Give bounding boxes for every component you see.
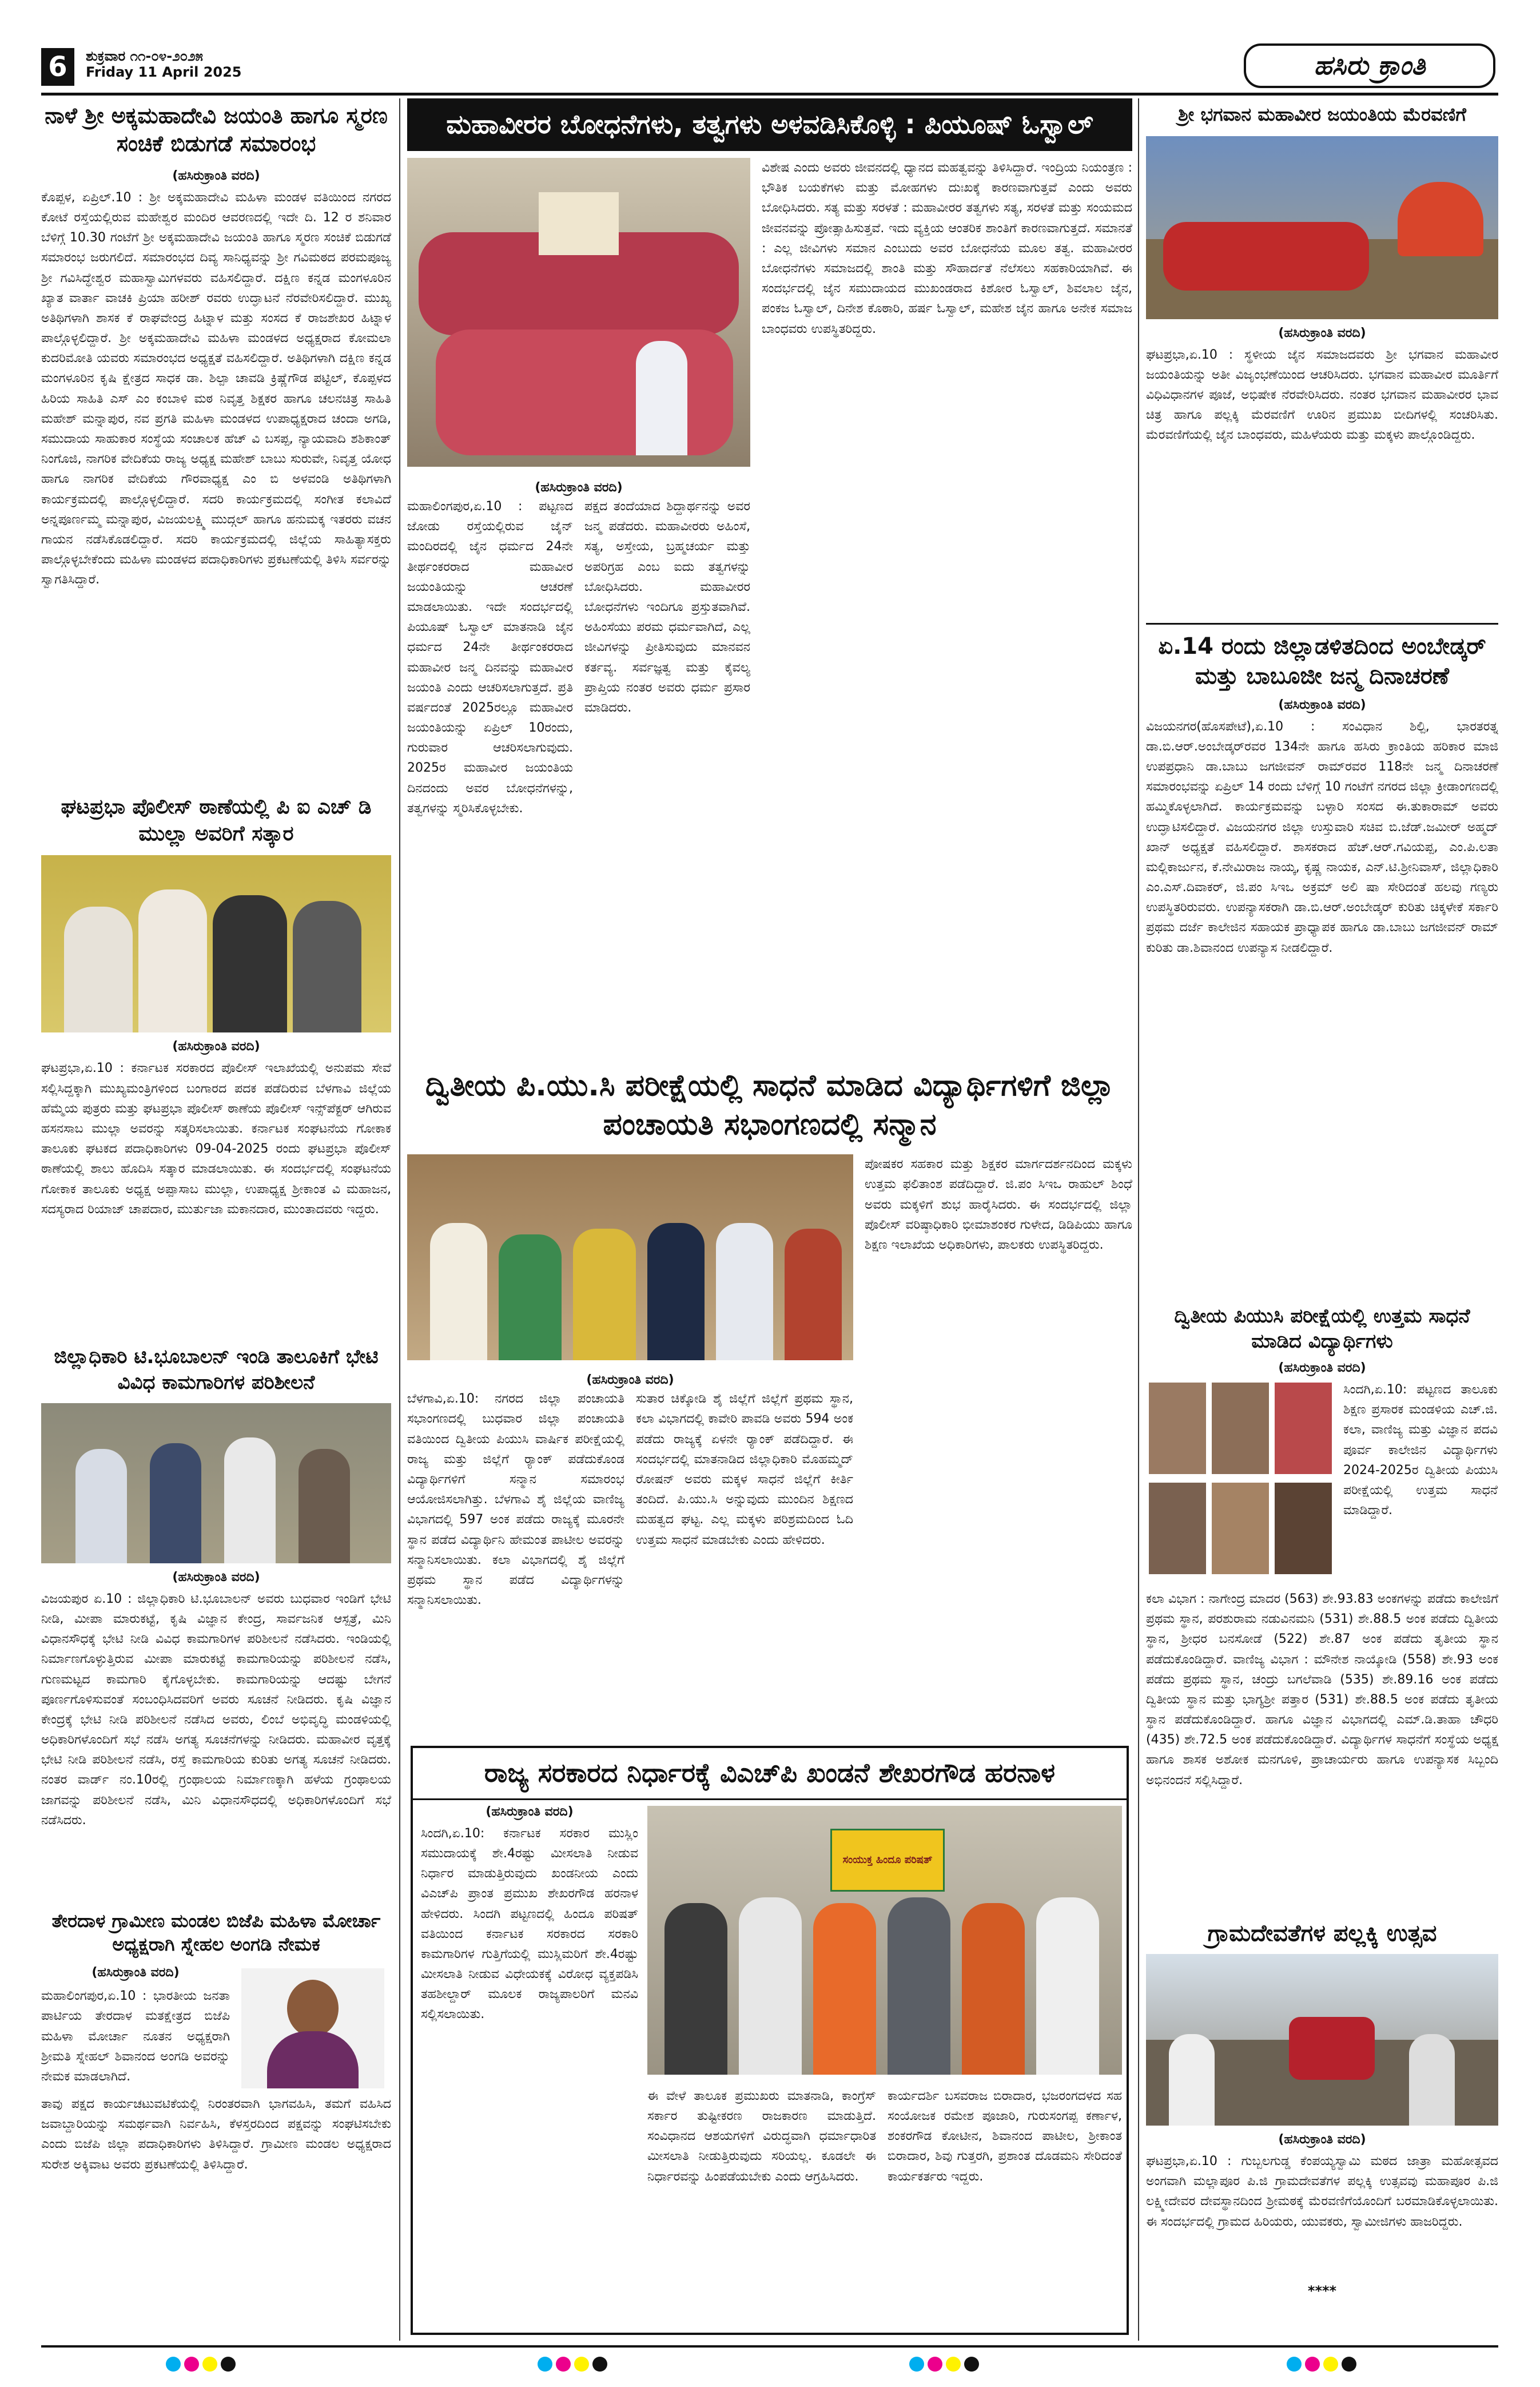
photo-palanquin xyxy=(1146,1954,1498,2126)
byline: (ಹಸಿರುಕ್ರಾಂತಿ ವರದಿ) xyxy=(1278,325,1366,340)
column-middle xyxy=(407,98,1132,2341)
article-mahaveera xyxy=(407,158,1132,1059)
column-left xyxy=(41,98,391,2341)
photo-inspection xyxy=(41,1403,391,1563)
article-vhp xyxy=(413,1800,1127,2315)
headline-palanquin-festival: ಗ್ರಾಮದೇವತೆಗಳ ಪಲ್ಲಕ್ಕಿ ಉತ್ಸವ xyxy=(1207,1920,1437,1947)
article-body: ಘಟಪ್ರಭಾ,ಏ.10 : ಗುಬ್ಬಲಗುಡ್ಡ ಕೆಂಪಯ್ಯಸ್ವಾಮಿ ಮಠದ ಜಾತ್ರಾ ಮಹೋತ್ಸವದ ಅಂಗವಾಗಿ ಮಲ್ಲಾಪೂರ ಪಿ.ಜಿ ಗ್ರಾಮದೇವತೆಗಳ ಪಲ್ಲಕ್ಕಿ ಉತ್ಸವವು ಮಹಾಪೂರ ಪಿ.ಜಿ ಲಕ್ಷ್ಮೀದೇವರ ದೇವಸ್ಥಾನದಿಂದ ಶ್ರೀಮಠಕ್ಕೆ ಮೆರವಣಿಗೆಯೊಂದಿಗೆ ಬರಮಾಡಿಕೊಳ್ಳಲಾಯಿತು. ಈ ಸಂದರ್ಭದಲ್ಲಿ ಗ್ರಾಮದ ಹಿರಿಯರು, ಯುವಕರು, ಸ್ವಾಮೀಜಿಗಳು ಹಾಜರಿದ್ದರು. xyxy=(1146,2154,1498,2229)
photo-vhp-memorandum xyxy=(647,1806,1122,2075)
registration-dots xyxy=(1287,2357,1356,2372)
article-body: ಘಟಪ್ರಭಾ,ಏ.10 : ಕರ್ನಾಟಕ ಸರಕಾರದ ಪೊಲೀಸ್ ಇಲಾಖೆಯಲ್ಲಿ ಅನುಪಮ ಸೇವೆ ಸಲ್ಲಿಸಿದ್ದಕ್ಕಾಗಿ ಮುಖ್ಯಮಂತ್ರಿಗಳಿಂದ ಬಂಗಾರದ ಪದಕ ಪಡೆದಿರುವ ಬೆಳಗಾವಿ ಜಿಲ್ಲೆಯ ಹೆಮ್ಮೆಯ ಪುತ್ರರು ಮತ್ತು ಘಟಪ್ರಭಾ ಪೊಲೀಸ್ ಠಾಣೆಯ ಪೊಲೀಸ್ ಇನ್ಸ್‌ಪೆಕ್ಟರ್ ಆಗಿರುವ ಹಸನಸಾಬ ಮುಲ್ಲಾ ಅವರನ್ನು ಸತ್ಕರಿಸಲಾಯಿತು. ಕರ್ನಾಟಕ ಸಂಘಟನೆಯ ಗೋಕಾಕ ತಾಲೂಕು ಘಟಕದ ಪದಾಧಿಕಾರಿಗಳು 09-04-2025 ರಂದು ಘಟಪ್ರಭಾ ಪೊಲೀಸ್ ಠಾಣೆಯಲ್ಲಿ ಶಾಲು ಹೊದಿಸಿ ಸತ್ಕಾರ ಮಾಡಲಾಯಿತು. ಈ ಸಂದರ್ಭದಲ್ಲಿ ಸಂಘಟನೆಯ ಗೋಕಾಕ ತಾಲೂಕು ಅಧ್ಯಕ್ಷ ಅಪ್ಪಾಸಾಬ ಮುಲ್ಲಾ, ಉಪಾಧ್ಯಕ್ಷ ಶ್ರೀಕಾಂತ ವಿ ಮಹಾಜನ, ಸದಸ್ಯರಾದ ರಿಯಾಜ್ ಚಾಪದಾರ, ಮುರ್ತುಜಾ ಮಕಾನದಾರ, ಮುಂತಾದವರು ಇದ್ದರು. xyxy=(41,1061,391,1217)
byline: (ಹಸಿರುಕ್ರಾಂತಿ ವರದಿ) xyxy=(1278,697,1366,712)
article-puc xyxy=(407,1154,1132,1738)
article-body: ಸಿಂದಗಿ,ಏ.10: ಕರ್ನಾಟಕ ಸರಕಾರ ಮುಸ್ಲಿಂ ಸಮುದಾಯಕ್ಕೆ ಶೇ.4ರಷ್ಟು ಮೀಸಲಾತಿ ನೀಡುವ ನಿರ್ಧಾರ ಮಾಡುತ್ತಿರುವುದು ಖಂಡನೀಯ ಎಂದು ವಿಎಚ್‌ಪಿ ಪ್ರಾಂತ ಪ್ರಮುಖ ಶೇಖರಗೌಡ ಹರನಾಳ ಹೇಳಿದರು. ಸಿಂದಗಿ ಪಟ್ಟಣದಲ್ಲಿ ಹಿಂದೂ ಪರಿಷತ್ ವತಿಯಿಂದ ಕರ್ನಾಟಕ ಸರಕಾರದ ಸರಕಾರಿ ಕಾಮಗಾರಿಗಳ ಗುತ್ತಿಗೆಯಲ್ಲಿ ಮುಸ್ಲಿಮರಿಗೆ ಶೇ.4ರಷ್ಟು ಮೀಸಲಾತಿ ನೀಡುವ ವಿಧೇಯಕಕ್ಕೆ ವಿರೋಧ ವ್ಯಕ್ತಪಡಿಸಿ ತಹಶೀಲ್ದಾರ್ ಮೂಲಕ ರಾಜ್ಯಪಾಲರಿಗೆ ಮನವಿ ಸಲ್ಲಿಸಲಾಯಿತು. xyxy=(421,1826,638,2022)
photo-felicitation xyxy=(41,855,391,1032)
byline: (ಹಸಿರುಕ್ರಾಂತಿ ವರದಿ) xyxy=(1278,2132,1366,2147)
page-number: 6 xyxy=(41,48,74,86)
newspaper-name: ಹಸಿರು ಕ್ರಾಂತಿ xyxy=(1244,43,1495,88)
article-body: ಸುತಾರ ಚಿಕ್ಕೋಡಿ ಶೈ ಜಿಲ್ಲೆಗೆ ಜಿಲ್ಲೆಗೆ ಪ್ರಥಮ ಸ್ಥಾನ, ಕಲಾ ವಿಭಾಗದಲ್ಲಿ ಕಾವೇರಿ ಪಾವಡಿ ಅವರು 594 ಅಂಕ ಪಡೆದು ರಾಜ್ಯಕ್ಕೆ ಏಳನೇ ರ್‍ಯಾಂಕ್ ಪಡೆದಿದ್ದಾರೆ. ಈ ಸಂದರ್ಭದಲ್ಲಿ ಮಾತನಾಡಿದ ಜಿಲ್ಲಾಧಿಕಾರಿ ಮೊಹಮ್ಮದ್ ರೋಷನ್ ಅವರು ಮಕ್ಕಳ ಸಾಧನೆ ಜಿಲ್ಲೆಗೆ ಕೀರ್ತಿ ತಂದಿದೆ. ಪಿ.ಯು.ಸಿ ಅನ್ನುವುದು ಮುಂದಿನ ಶಿಕ್ಷಣದ ಮಹತ್ವದ ಘಟ್ಟ. ಎಲ್ಲ ಮಕ್ಕಳು ಪರಿಶ್ರಮದಿಂದ ಓದಿ ಉತ್ತಮ ಸಾಧನೆ ಮಾಡಬೇಕು ಎಂದು ಹೇಳಿದರು. xyxy=(636,1392,853,1547)
registration-dots xyxy=(166,2357,236,2372)
photo-procession xyxy=(1146,136,1498,319)
headline-vhp: ರಾಜ್ಯ ಸರಕಾರದ ನಿರ್ಧಾರಕ್ಕೆ ವಿಎಚ್‌ಪಿ ಖಂಡನೆ ಶೇಖರಗೌಡ ಹರನಾಳ xyxy=(413,1748,1127,1800)
article-body: ಕೊಪ್ಪಳ, ಏಪ್ರಿಲ್.10 : ಶ್ರೀ ಅಕ್ಕಮಹಾದೇವಿ ಮಹಿಳಾ ಮಂಡಳ ವತಿಯಿಂದ ನಗರದ ಕೋಟೆ ರಸ್ತೆಯಲ್ಲಿರುವ ಮಹೇಶ್ವರ ಮಂದಿರ ಆವರಣದಲ್ಲಿ ಇದೇ ದಿ. 12 ರ ಶನಿವಾರ ಬೆಳಿಗ್ಗೆ 10.30 ಗಂಟೆಗೆ ಶ್ರೀ ಅಕ್ಕಮಹಾದೇವಿ ಜಯಂತಿ ಹಾಗೂ ಸ್ಮರಣ ಸಂಚಿಕೆ ಬಿಡುಗಡೆ ಸಮಾರಂಭ ಜರುಗಲಿದೆ. ಸಮಾರಂಭದ ದಿವ್ಯ ಸಾನಿಧ್ಯವನ್ನು ಶ್ರೀ ಗವಿಮಠದ ಪರಮಪೂಜ್ಯ ಶ್ರೀ ಗವಿಸಿದ್ಧೇಶ್ವರ ಮಹಾಸ್ವಾಮಿಗಳವರು ವಹಿಸಲಿದ್ದಾರೆ. ದಕ್ಷಿಣ ಕನ್ನಡ ಮಂಗಳೂರಿನ ಖ್ಯಾತ ವಾರ್ತಾ ವಾಚಕಿ ಪ್ರಿಯಾ ಹರೀಶ್ ರವರು ಉದ್ಘಾಟನೆ ನೆರವೇರಿಸಲಿದ್ದಾರೆ. ಮುಖ್ಯ ಅತಿಥಿಗಳಾಗಿ ಶಾಸಕ ಕೆ ರಾಘವೇಂದ್ರ ಹಿಟ್ನಾಳ ಮತ್ತು ಸಂಸದ ಕೆ ರಾಜಶೇಖರ ಹಿಟ್ನಾಳ ಪಾಲ್ಗೊಳ್ಳಲಿದ್ದಾರೆ. ಶ್ರೀ ಅಕ್ಕಮಹಾದೇವಿ ಮಹಿಳಾ ಮಂಡಳದ ಅಧ್ಯಕ್ಷರಾದ ಕೋಮಲಾ ಕುದರಿಮೋತಿ ಯವರು ಸಮಾರಂಭದ ಅಧ್ಯಕ್ಷತೆ ವಹಿಸಲಿದ್ದಾರೆ. ಅತಿಥಿಗಳಾಗಿ ದಕ್ಷಿಣ ಕನ್ನಡ ಮಂಗಳೂರಿನ ಕೃಷಿ ಕ್ಷೇತ್ರದ ಸಾಧಕ ಡಾ. ಶಿಲ್ಪಾ ಚಾವಡಿ ಕ್ರಿಷ್ಣೆಗೌಡ ಪಟ್ಟಿಲ್, ಕೊಪ್ಪಳದ ಹಿರಿಯ ಸಾಹಿತಿ ಎಸ್ ಎಂ ಕಂಬಾಳಿ ಮಠ ನಿವೃತ್ತ ಶಿಕ್ಷಕರ ಹಾಗೂ ಚಲನಚಿತ್ರ ಸಾಹಿತಿ ಮಹೇಶ್ ಮನ್ನಾಪುರ, ನವ ಪ್ರಗತಿ ಮಹಿಳಾ ಮಂಡಳದ ಉಪಾಧ್ಯಕ್ಷರಾದ ಚಂದಾ ಅಗಡಿ, ಸಮುದಾಯ ಸಾಹುಕಾರ ಸಂಸ್ಥೆಯ ಸಂಚಾಲಕ ಹೆಚ್ ವಿ ಬಸಪ್ಪ, ನ್ಯಾಯವಾದಿ ಶಶಿಕಾಂತ್ ನಿಂಗೊಜಿ, ನಾಗರಿಕ ವೇದಿಕೆಯ ರಾಜ್ಯ ಅಧ್ಯಕ್ಷ ಮಹೇಶ್ ಬಾಬು ಸುರುವೇ, ನಿವೃತ್ತ ಯೋಧ ಹಾಗೂ ನಾಗರಿಕ ವೇದಿಕೆಯ ಗೌರವಾಧ್ಯಕ್ಷ ಎಂ ಬಿ ಅಳವಂಡಿ ಅತಿಥಿಗಳಾಗಿ ಕಾರ್ಯಕ್ರಮದಲ್ಲಿ ಪಾಲ್ಗೊಳ್ಳಲಿದ್ದಾರೆ. ಸದರಿ ಕಾರ್ಯಕ್ರಮದಲ್ಲಿ ಸಂಗೀತ ಕಲಾವಿದೆ ಅನ್ನಪೂರ್ಣಮ್ಮ ಮನ್ನಾಪುರ, ವಿಜಯಲಕ್ಷ್ಮಿ ಮುದ್ಗಲ್ ಹಾಗೂ ಹನುಮಕ್ಕ ಇತರರು ವಚನ ಗಾಯನ ನಡೆಸಿಕೊಡಲಿದ್ದಾರೆ. ಸದರಿ ಕಾರ್ಯಕ್ರಮದಲ್ಲಿ ಜಿಲ್ಲೆಯ ಸಾಹಿತ್ಯಾಸಕ್ತರು ಪಾಲ್ಗೊಳ್ಳಬೇಕೆಂದು ಮಹಿಳಾ ಮಂಡಳದ ಪದಾಧಿಕಾರಿಗಳು ಪ್ರಕಟಣೆಯಲ್ಲಿ ತಿಳಿಸಿ ಸರ್ವರನ್ನು ಸ್ವಾಗತಿಸಿದ್ದಾರೆ. xyxy=(41,190,391,587)
photo-puc-students xyxy=(407,1154,853,1360)
headline-puc-toppers: ದ್ವಿತೀಯ ಪಿಯುಸಿ ಪರೀಕ್ಷೆಯಲ್ಲಿ ಉತ್ತಮ ಸಾಧನೆ ಮಾಡಿದ ವಿದ್ಯಾರ್ಥಿಗಳು xyxy=(1174,1304,1470,1353)
article-body: ಕಾರ್ಯದರ್ಶಿ ಬಸವರಾಜ ಬಿರಾದಾರ, ಭಜರಂಗದಳದ ಸಹ ಸಂಯೋಜಕ ರಮೇಶ ಪೂಜಾರಿ, ಗುರುಸಂಗಪ್ಪ ಕರ್ಣಾಳ, ಶಂಕರಗೌಡ ಕೋಟೀನ, ಶಿವಾನಂದ ಪಾಟೀಲ, ಶ್ರೀಕಾಂತ ಬಿರಾದಾರ, ಶಿವು ಗುತ್ತರಗಿ, ಪ್ರಶಾಂತ ದೊಡಮನಿ ಸೇರಿದಂತೆ ಕಾರ್ಯಕರ್ತರು ಇದ್ದರು. xyxy=(888,2088,1122,2184)
article-body: ಮಹಾಲಿಂಗಪುರ,ಏ.10 : ಪಟ್ಟಣದ ಜೋಡು ರಸ್ತೆಯಲ್ಲಿರುವ ಜೈನ್ ಮಂದಿರದಲ್ಲಿ ಜೈನ ಧರ್ಮದ 24ನೇ ತೀರ್ಥಂಕರರಾದ ಮಹಾವೀರ ಜಯಂತಿಯನ್ನು ಆಚರಣೆ ಮಾಡಲಾಯಿತು. ಇದೇ ಸಂದರ್ಭದಲ್ಲಿ ಪಿಯೂಷ್ ಓಸ್ವಾಲ್ ಮಾತನಾಡಿ ಜೈನ ಧರ್ಮದ 24ನೇ ತೀರ್ಥಂಕರರಾದ ಮಹಾವೀರ ಜನ್ಮ ದಿನವನ್ನು ಮಹಾವೀರ ಜಯಂತಿ ಎಂದು ಆಚರಿಸಲಾಗುತ್ತದೆ. ಪ್ರತಿ ವರ್ಷದಂತೆ 2025ರಲ್ಲೂ ಮಹಾವೀರ ಜಯಂತಿಯನ್ನು ಏಪ್ರಿಲ್ 10ರಂದು, ಗುರುವಾರ ಆಚರಿಸಲಾಗುವುದು. 2025ರ ಮಹಾವೀರ ಜಯಂತಿಯ ದಿನದಂದು ಅವರ ಬೋಧನೆಗಳನ್ನು, ತತ್ವಗಳನ್ನು ಸ್ಮರಿಸಿಕೊಳ್ಳಬೇಕು. xyxy=(407,499,573,816)
article-body: ವಿಶೇಷ ಎಂದು ಅವರು ಜೀವನದಲ್ಲಿ ಧ್ಯಾನದ ಮಹತ್ವವನ್ನು ತಿಳಿಸಿದ್ದಾರೆ. ಇಂದ್ರಿಯ ನಿಯಂತ್ರಣ : ಭೌತಿಕ ಬಯಕೆಗಳು ಮತ್ತು ಮೋಹಗಳು ದುಃಖಕ್ಕೆ ಕಾರಣವಾಗುತ್ತವೆ ಎಂದು ಅವರು ಬೋಧಿಸಿದರು. ಸತ್ಯ ಮತ್ತು ಸರಳತೆ : ಮಹಾವೀರರ ತತ್ವಗಳು ಸತ್ಯ, ಸರಳತೆ ಮತ್ತು ಸಂಯಮದ ಜೀವನವನ್ನು ಪ್ರೋತ್ಸಾಹಿಸುತ್ತವೆ. ಇದು ವ್ಯಕ್ತಿಯ ಆಂತರಿಕ ಶಾಂತಿಗೆ ಕಾರಣವಾಗುತ್ತದೆ. ಸಮಾನತೆ : ಎಲ್ಲ ಜೀವಿಗಳು ಸಮಾನ ಎಂಬುದು ಅವರ ಬೋಧನೆಯ ಮೂಲ ತತ್ವ. ಮಹಾವೀರರ ಬೋಧನೆಗಳು ಸಮಾಜದಲ್ಲಿ ಶಾಂತಿ ಮತ್ತು ಸೌಹಾರ್ದತೆ ನೆಲೆಸಲು ಸಹಕಾರಿಯಾಗಿವೆ. ಈ ಸಂದರ್ಭದಲ್ಲಿ ಜೈನ ಸಮುದಾಯದ ಮುಖಂಡರಾದ ಕಿಶೋರ ಓಸ್ವಾಲ್, ಶಿವಲಾಲ ಜೈನ, ಪಂಕಜ ಓಸ್ವಾಲ್, ದಿನೇಶ ಕೊಠಾರಿ, ಹರ್ಷ ಓಸ್ವಾಲ್, ಮಹೇಶ ಜೈನ ಹಾಗೂ ಅನೇಕ ಸಮಾಜ ಬಾಂಧವರು ಉಪಸ್ಥಿತರಿದ್ದರು. xyxy=(762,161,1132,336)
article-body: ವಿಜಯಪುರ ಏ.10 : ಜಿಲ್ಲಾಧಿಕಾರಿ ಟಿ.ಭೂಬಾಲನ್ ಅವರು ಬುಧವಾರ ಇಂಡಿಗೆ ಭೇಟಿ ನೀಡಿ, ಮೀಪಾ ಮಾರುಕಟ್ಟೆ, ಕೃಷಿ ವಿಜ್ಞಾನ ಕೇಂದ್ರ, ಸಾರ್ವಜನಿಕ ಆಸ್ಪತ್ರೆ, ಮಿನಿ ವಿಧಾನಸೌಧಕ್ಕೆ ಭೇಟಿ ನೀಡಿ ವಿವಿಧ ಕಾಮಗಾರಿಗಳ ಪರಿಶೀಲನೆ ನಡೆಸಿದರು. ಇಂಡಿಯಲ್ಲಿ ನಿರ್ಮಾಣಗೊಳ್ಳುತ್ತಿರುವ ಮೀಪಾ ಮಾರುಕಟ್ಟೆ ಕಾಮಗಾರಿಯನ್ನು ಪರಿಶೀಲನೆ ನಡೆಸಿ, ಗುಣಮಟ್ಟದ ಕಾಮಗಾರಿ ಕೈಗೊಳ್ಳಬೇಕು. ಕಾಮಗಾರಿಯನ್ನು ಆದಷ್ಟು ಬೇಗನೆ ಪೂರ್ಣಗೊಳಿಸುವಂತೆ ಸಂಬಂಧಿಸಿದವರಿಗೆ ಅವರು ಸೂಚನೆ ನೀಡಿದರು. ಕೃಷಿ ವಿಜ್ಞಾನ ಕೇಂದ್ರಕ್ಕೆ ಭೇಟಿ ನೀಡಿ ಪರಿಶೀಲನೆ ನಡೆಸಿದ ಅವರು, ಲಿಂಬೆ ಅಭಿವೃದ್ಧಿ ಮಂಡಳಿಯಲ್ಲಿ ಅಧಿಕಾರಿಗಳೊಂದಿಗೆ ಸಭೆ ನಡೆಸಿ ಅಗತ್ಯ ಸೂಚನೆಗಳನ್ನು ನೀಡಿದರು. ಮಹಾವೀರ ವೃತ್ತಕ್ಕೆ ಭೇಟಿ ನೀಡಿ ಪರಿಶೀಲನೆ ನಡೆಸಿ, ರಸ್ತೆ ಕಾಮಗಾರಿಯ ಕುರಿತು ಅಗತ್ಯ ಸೂಚನೆ ನೀಡಿದರು. ನಂತರ ವಾರ್ಡ್ ನಂ.10ರಲ್ಲಿ ಗ್ರಂಥಾಲಯ ನಿರ್ಮಾಣಕ್ಕಾಗಿ ಹಳೆಯ ಗ್ರಂಥಾಲಯ ಜಾಗವನ್ನು ಪರಿಶೀಲನೆ ನಡೆಸಿ, ಮಿನಿ ವಿಧಾನಸೌಧದಲ್ಲಿ ಅಧಿಕಾರಿಗಳೊಂದಿಗೆ ಸಭೆ ನಡೆಸಿದರು. xyxy=(41,1591,391,1828)
article-body: ತಾವು ಪಕ್ಷದ ಕಾರ್ಯಚಟುವಟಿಕೆಯಲ್ಲಿ ನಿರಂತರವಾಗಿ ಭಾಗವಹಿಸಿ, ತಮಗೆ ವಹಿಸಿದ ಜವಾಬ್ದಾರಿಯನ್ನು ಸಮರ್ಥವಾಗಿ ನಿರ್ವಹಿಸಿ, ಕೆಳಸ್ತರದಿಂದ ಪಕ್ಷವನ್ನು ಸಂಘಟಿಸಬೇಕು ಎಂದು ಬಿಜೆಪಿ ಜಿಲ್ಲಾ ಪದಾಧಿಕಾರಿಗಳು ತಿಳಿಸಿದ್ದಾರೆ. ಗ್ರಾಮೀಣ ಮಂಡಲ ಅಧ್ಯಕ್ಷರಾದ ಸುರೇಶ ಅಕ್ಕಿವಾಟ ಅವರು ಪ್ರಕಟಣೆಯಲ್ಲಿ ತಿಳಿಸಿದ್ದಾರೆ. xyxy=(41,2096,391,2172)
headline-ambedkar-jayanti: ಏ.14 ರಂದು ಜಿಲ್ಲಾಡಳಿತದಿಂದ ಅಂಬೇಡ್ಕರ್ ಮತ್ತು ಬಾಬೂಜೀ ಜನ್ಮ ದಿನಾಚರಣೆ xyxy=(1146,623,1498,691)
headline-mahaveera: ಮಹಾವೀರರ ಬೋಧನೆಗಳು, ತತ್ವಗಳು ಅಳವಡಿಸಿಕೊಳ್ಳಿ : ಪಿಯೂಷ್ ಓಸ್ವಾಲ್ xyxy=(407,98,1132,151)
byline: (ಹಸಿರುಕ್ರಾಂತಿ ವರದಿ) xyxy=(586,1373,674,1388)
banner-sign: ಸಂಯುಕ್ತ ಹಿಂದೂ ಪರಿಷತ್ xyxy=(830,1829,945,1892)
headline-akkamahadevi: ನಾಳೆ ಶ್ರೀ ಅಕ್ಕಮಹಾದೇವಿ ಜಯಂತಿ ಹಾಗೂ ಸ್ಮರಣ ಸಂಚಿಕೆ ಬಿಡುಗಡೆ ಸಮಾರಂಭ xyxy=(45,103,388,157)
column-rule xyxy=(399,98,400,2341)
vhp-article-frame xyxy=(411,1746,1129,2335)
byline: (ಹಸಿರುಕ್ರಾಂತಿ ವರದಿ) xyxy=(1278,1360,1366,1375)
column-rule xyxy=(1138,98,1139,2341)
article-body: ಪೋಷಕರ ಸಹಕಾರ ಮತ್ತು ಶಿಕ್ಷಕರ ಮಾರ್ಗದರ್ಶನದಿಂದ ಮಕ್ಕಳು ಉತ್ತಮ ಫಲಿತಾಂಶ ಪಡೆದಿದ್ದಾರೆ. ಜಿ.ಪಂ ಸಿಇಒ ರಾಹುಲ್ ಶಿಂಧೆ ಅವರು ಮಕ್ಕಳಿಗೆ ಶುಭ ಹಾರೈಸಿದರು. ಈ ಸಂದರ್ಭದಲ್ಲಿ ಜಿಲ್ಲಾ ಪೊಲೀಸ್ ವರಿಷ್ಠಾಧಿಕಾರಿ ಭೀಮಾಶಂಕರ ಗುಳೇದ, ಡಿಡಿಪಿಯು ಹಾಗೂ ಶಿಕ್ಷಣ ಇಲಾಖೆಯ ಅಧಿಕಾರಿಗಳು, ಪಾಲಕರು ಉಪಸ್ಥಿತರಿದ್ದರು. xyxy=(865,1157,1132,1252)
column-right xyxy=(1146,98,1498,2341)
article-body: ಸಿಂದಗಿ,ಏ.10: ಪಟ್ಟಣದ ತಾಲೂಕು ಶಿಕ್ಷಣ ಪ್ರಸಾರಕ ಮಂಡಳಿಯ ಎಚ್.ಜಿ. ಕಲಾ, ವಾಣಿಜ್ಯ ಮತ್ತು ವಿಜ್ಞಾನ ಪದವಿ ಪೂರ್ವ ಕಾಲೇಜಿನ ವಿದ್ಯಾರ್ಥಿಗಳು 2024-2025ರ ದ್ವಿತೀಯ ಪಿಯುಸಿ ಪರೀಕ್ಷೆಯಲ್ಲಿ ಉತ್ತಮ ಸಾಧನೆ ಮಾಡಿದ್ದಾರೆ. xyxy=(1343,1382,1498,1518)
registration-dots xyxy=(909,2357,979,2372)
byline: (ಹಸಿರುಕ್ರಾಂತಿ ವರದಿ) xyxy=(535,480,623,495)
byline: (ಹಸಿರುಕ್ರಾಂತಿ ವರದಿ) xyxy=(91,1965,180,1980)
masthead-rule xyxy=(41,93,1498,96)
article-body: ಪಕ್ಷದ ತಂದೆಯಾದ ಶಿದ್ದಾರ್ಥನನ್ನು ಅವರ ಜನ್ಮ ಪಡೆದರು. ಮಹಾವೀರರು ಅಹಿಂಸೆ, ಸತ್ಯ, ಅಸ್ತೇಯ, ಬ್ರಹ್ಮಚರ್ಯ ಮತ್ತು ಅಪರಿಗ್ರಹ ಎಂಬ ಐದು ತತ್ವಗಳನ್ನು ಬೋಧಿಸಿದರು. ಮಹಾವೀರರ ಬೋಧನೆಗಳು ಇಂದಿಗೂ ಪ್ರಸ್ತುತವಾಗಿವೆ. ಅಹಿಂಸೆಯು ಪರಮ ಧರ್ಮವಾಗಿದೆ, ಎಲ್ಲ ಜೀವಿಗಳನ್ನು ಪ್ರೀತಿಸುವುದು ಮಾನವನ ಕರ್ತವ್ಯ. ಸರ್ವಜ್ಞತ್ವ ಮತ್ತು ಕೈವಲ್ಯ ಪ್ರಾಪ್ತಿಯ ನಂತರ ಅವರು ಧರ್ಮ ಪ್ರಸಾರ ಮಾಡಿದರು. xyxy=(584,499,750,715)
registration-dots xyxy=(538,2357,607,2372)
byline: (ಹಸಿರುಕ್ರಾಂತಿ ವರದಿ) xyxy=(172,1570,260,1584)
article-body: ಬೆಳಗಾವಿ,ಏ.10: ನಗರದ ಜಿಲ್ಲಾ ಪಂಚಾಯತಿ ಸಭಾಂಗಣದಲ್ಲಿ ಬುಧವಾರ ಜಿಲ್ಲಾ ಪಂಚಾಯತಿ ವತಿಯಿಂದ ದ್ವಿತೀಯ ಪಿಯುಸಿ ವಾರ್ಷಿಕ ಪರೀಕ್ಷೆಯಲ್ಲಿ ರಾಜ್ಯ ಮತ್ತು ಜಿಲ್ಲೆಗೆ ರ್‍ಯಾಂಕ್ ಪಡೆದುಕೊಂಡ ವಿದ್ಯಾರ್ಥಿಗಳಿಗೆ ಸನ್ಮಾನ ಸಮಾರಂಭ ಆಯೋಜಿಸಲಾಗಿತ್ತು. ಬೆಳಗಾವಿ ಶೈ ಜಿಲ್ಲೆಯ ವಾಣಿಜ್ಯ ವಿಭಾಗದಲ್ಲಿ 597 ಅಂಕ ಪಡೆದು ರಾಜ್ಯಕ್ಕೆ ಮೂರನೇ ಸ್ಥಾನ ಪಡೆದ ವಿದ್ಯಾರ್ಥಿನಿ ಹೇಮಂತ ಪಾಟೀಲ ಅವರನ್ನು ಸನ್ಮಾನಿಸಲಾಯಿತು. ಕಲಾ ವಿಭಾಗದಲ್ಲಿ ಶೈ ಜಿಲ್ಲೆಗೆ ಪ್ರಥಮ ಸ್ಥಾನ ಪಡೆದ ವಿದ್ಯಾರ್ಥಿಗಳನ್ನು ಸನ್ಮಾನಿಸಲಾಯಿತು. xyxy=(407,1392,624,1608)
article-body: ಮಹಾಲಿಂಗಪುರ,ಏ.10 : ಭಾರತೀಯ ಜನತಾ ಪಾರ್ಟಿಯ ತೇರದಾಳ ಮತಕ್ಷೇತ್ರದ ಬಿಜೆಪಿ ಮಹಿಳಾ ಮೋರ್ಚಾ ನೂತನ ಅಧ್ಯಕ್ಷರಾಗಿ ಶ್ರೀಮತಿ ಸ್ನೇಹಲ್ ಶಿವಾನಂದ ಅಂಗಡಿ ಅವರನ್ನು ನೇಮಕ ಮಾಡಲಾಗಿದೆ. xyxy=(41,1989,230,2084)
article-body: ವಿಜಯನಗರ(ಹೊಸಪೇಟೆ),ಏ.10 : ಸಂವಿಧಾನ ಶಿಲ್ಪಿ, ಭಾರತರತ್ನ ಡಾ.ಬಿ.ಆರ್.ಅಂಬೇಡ್ಕರ್‌ರವರ 134ನೇ ಹಾಗೂ ಹಸಿರು ಕ್ರಾಂತಿಯ ಹರಿಕಾರ ಮಾಜಿ ಉಪಪ್ರಧಾನಿ ಡಾ.ಬಾಬು ಜಗಜೀವನ್ ರಾಮ್‌ರವರ 118ನೇ ಜನ್ಮ ದಿನಾಚರಣೆ ಸಮಾರಂಭವನ್ನು ಏಪ್ರಿಲ್ 14 ರಂದು ಬೆಳಿಗ್ಗೆ 10 ಗಂಟೆಗೆ ನಗರದ ಜಿಲ್ಲಾ ಕ್ರೀಡಾಂಗಣದಲ್ಲಿ ಹಮ್ಮಿಕೊಳ್ಳಲಾಗಿದೆ. ಕಾರ್ಯಕ್ರಮವನ್ನು ಬಳ್ಳಾರಿ ಸಂಸದ ಈ.ತುಕಾರಾಮ್ ಅವರು ಉದ್ಘಾಟಿಸಲಿದ್ದಾರೆ. ವಿಜಯನಗರ ಜಿಲ್ಲಾ ಉಸ್ತುವಾರಿ ಸಚಿವ ಬಿ.ಜೆಡ್.ಜಮೀರ್ ಅಹ್ಮದ್ ಖಾನ್ ಅಧ್ಯಕ್ಷತೆ ವಹಿಸಲಿದ್ದಾರೆ. ಶಾಸಕರಾದ ಹೆಚ್.ಆರ್.ಗವಿಯಪ್ಪ, ಎಂ.ಪಿ.ಲತಾ ಮಲ್ಲಿಕಾರ್ಜುನ, ಕೆ.ನೇಮಿರಾಜ ನಾಯ್ಕ, ಕೃಷ್ಣ ನಾಯಕ, ಎನ್.ಟಿ.ಶ್ರೀನಿವಾಸ್, ಜಿಲ್ಲಾಧಿಕಾರಿ ಎಂ.ಎಸ್.ದಿವಾಕರ್, ಜಿ.ಪಂ ಸಿಇಒ ಅಕ್ರಮ್ ಅಲಿ ಷಾ ಸೇರಿದಂತೆ ಹಲವು ಗಣ್ಯರು ಉಪಸ್ಥಿತರಿರುವರು. ಉಪನ್ಯಾಸಕರಾಗಿ ಡಾ.ಬಿ.ಆರ್.ಅಂಬೇಡ್ಕರ್ ಕುರಿತು ಚಿಕ್ಕಳೇಕೆ ಸರ್ಕಾರಿ ಪ್ರಥಮ ದರ್ಜೆ ಕಾಲೇಜಿನ ಸಹಾಯಕ ಪ್ರಾಧ್ಯಾಪಕ ಹಾಗೂ ಡಾ.ಬಾಬು ಜಗಜೀವನ್ ರಾಮ್ ಕುರಿತು ಡಾ.ಶಿವಾನಂದ ಉಪನ್ಯಾಸ ನೀಡಲಿದ್ದಾರೆ. xyxy=(1146,719,1498,955)
article-body: ಈ ವೇಳೆ ತಾಲೂಕ ಪ್ರಮುಖರು ಮಾತನಾಡಿ, ಕಾಂಗ್ರೆಸ್ ಸರ್ಕಾರ ತುಷ್ಟೀಕರಣ ರಾಜಕಾರಣ ಮಾಡುತ್ತಿದೆ. ಸಂವಿಧಾನದ ಆಶಯಗಳಿಗೆ ವಿರುದ್ಧವಾಗಿ ಧರ್ಮಾಧಾರಿತ ಮೀಸಲಾತಿ ನೀಡುತ್ತಿರುವುದು ಸರಿಯಲ್ಲ. ಕೂಡಲೇ ಈ ನಿರ್ಧಾರವನ್ನು ಹಿಂಪಡೆಯಬೇಕು ಎಂದು ಆಗ್ರಹಿಸಿದರು. xyxy=(647,2088,876,2184)
byline: (ಹಸಿರುಕ್ರಾಂತಿ ವರದಿ) xyxy=(172,1039,260,1054)
byline: (ಹಸಿರುಕ್ರಾಂತಿ ವರದಿ) xyxy=(172,168,260,183)
bjp-article-top xyxy=(41,1963,391,2094)
headline-bjp-mahila: ತೇರದಾಳ ಗ್ರಾಮೀಣ ಮಂಡಲ ಬಿಜೆಪಿ ಮಹಿಳಾ ಮೋರ್ಚಾ ಅಧ್ಯಕ್ಷರಾಗಿ ಸ್ನೇಹಲ ಅಂಗಡಿ ನೇಮಕ xyxy=(51,1909,381,1956)
article-body: ಕಲಾ ವಿಭಾಗ : ನಾಗೇಂದ್ರ ಮಾದರ (563) ಶೇ.93.83 ಅಂಕಗಳನ್ನು ಪಡೆದು ಕಾಲೇಜಿಗೆ ಪ್ರಥಮ ಸ್ಥಾನ, ಪರಶುರಾಮ ನಡುವಿನಮನಿ (531) ಶೇ.88.5 ಅಂಕ ಪಡೆದು ದ್ವಿತೀಯ ಸ್ಥಾನ, ಶ್ರೀಧರ ಬನಸೋಡೆ (522) ಶೇ.87 ಅಂಕ ಪಡೆದು ತೃತೀಯ ಸ್ಥಾನ ಪಡೆದುಕೊಂಡಿದ್ದಾರೆ. ವಾಣಿಜ್ಯ ವಿಭಾಗ : ಮೌನೇಶ ನಾಯ್ಕೋಡಿ (558) ಶೇ.93 ಅಂಕ ಪಡೆದು ಪ್ರಥಮ ಸ್ಥಾನ, ಚಂದ್ರು ಬಗಲೆವಾಡಿ (535) ಶೇ.89.16 ಅಂಕ ಪಡೆದು ದ್ವಿತೀಯ ಸ್ಥಾನ ಮತ್ತು ಭಾಗ್ಯಶ್ರೀ ಪತ್ತಾರ (531) ಶೇ.88.5 ಅಂಕ ಪಡೆದು ತೃತೀಯ ಸ್ಥಾನ ಪಡೆದುಕೊಂಡಿದ್ದಾರೆ. ಹಾಗೂ ವಿಜ್ಞಾನ ವಿಭಾಗದಲ್ಲಿ ಎಮ್.ಡಿ.ತಾಹಾ ಚೌಧರಿ (435) ಶೇ.72.5 ಅಂಕ ಪಡೆದುಕೊಂಡಿದ್ದಾರೆ. ವಿದ್ಯಾರ್ಥಿಗಳ ಸಾಧನೆಗೆ ಸಂಸ್ಥೆಯ ಅಧ್ಯಕ್ಷ ಹಾಗೂ ಶಾಸಕ ಅಶೋಕ ಮನಗೂಳಿ, ಪ್ರಾಚಾರ್ಯರು ಹಾಗೂ ಉಪನ್ಯಾಸಕ ಸಿಬ್ಬಂದಿ ಅಭಿನಂದನೆ ಸಲ್ಲಿಸಿದ್ದಾರೆ. xyxy=(1146,1591,1498,1788)
headline-puc-felicitation: ದ್ವಿತೀಯ ಪಿ.ಯು.ಸಿ ಪರೀಕ್ಷೆಯಲ್ಲಿ ಸಾಧನೆ ಮಾಡಿದ ವಿದ್ಯಾರ್ಥಿಗಳಿಗೆ ಜಿಲ್ಲಾ ಪಂಚಾಯತಿ ಸಭಾಂಗಣದಲ್ಲಿ ಸನ್ಮಾನ xyxy=(425,1069,1115,1142)
footer-rule xyxy=(41,2345,1498,2348)
toppers-block xyxy=(1146,1380,1498,1586)
headline-ghataprabha-police: ಘಟಪ್ರಭಾ ಪೊಲೀಸ್ ಠಾಣೆಯಲ್ಲಿ ಪಿ ಐ ಎಚ್ ಡಿ ಮುಲ್ಲಾ ಅವರಿಗೆ ಸತ್ಕಾರ xyxy=(61,795,372,845)
headline-collector-visit: ಜಿಲ್ಲಾಧಿಕಾರಿ ಟಿ.ಭೂಬಾಲನ್ ಇಂಡಿ ತಾಲೂಕಿಗೆ ಭೇಟಿ ವಿವಿಧ ಕಾಮಗಾರಿಗಳ ಪರಿಶೀಲನೆ xyxy=(54,1345,379,1394)
photo-toppers-grid xyxy=(1146,1380,1335,1586)
end-mark: **** xyxy=(1307,2282,1337,2299)
photo-portrait-snehal xyxy=(241,1968,384,2088)
date-kannada: ಶುಕ್ರವಾರ ೧೧-೦೪-೨೦೨೫ xyxy=(86,48,203,64)
byline: (ಹಸಿರುಕ್ರಾಂತಿ ವರದಿ) xyxy=(486,1804,574,1819)
photo-jain-temple-group xyxy=(407,158,750,467)
article-body: ಘಟಪ್ರಭಾ,ಏ.10 : ಸ್ಥಳೀಯ ಜೈನ ಸಮಾಜದವರು ಶ್ರೀ ಭಗವಾನ ಮಹಾವೀರ ಜಯಂತಿಯನ್ನು ಅತೀ ವಿಜೃಂಭಣೆಯಿಂದ ಆಚರಿಸಿದರು. ಭಗವಾನ ಮಹಾವೀರ ಮೂರ್ತಿಗೆ ವಿಧಿವಿಧಾನಗಳ ಪೂಜೆ, ಅಭಿಷೇಕ ನೆರವೇರಿಸಿದರು. ನಂತರ ಭಗವಾನ ಮಹಾವೀರರ ಭಾವ ಚಿತ್ರ ಹಾಗೂ ಪಲ್ಲಕ್ಕಿ ಮೆರವಣಿಗೆ ಊರಿನ ಪ್ರಮುಖ ಬೀದಿಗಳಲ್ಲಿ ಸಂಚರಿಸಿತು. ಮೆರವಣಿಗೆಯಲ್ಲಿ ಜೈನ ಬಾಂಧವರು, ಮಹಿಳೆಯರು ಮತ್ತು ಮಕ್ಕಳು ಪಾಲ್ಗೊಂಡಿದ್ದರು. xyxy=(1146,347,1498,443)
date-english: Friday 11 April 2025 xyxy=(86,64,242,80)
headline-mahaveera-procession: ಶ್ರೀ ಭಗವಾನ ಮಹಾವೀರ ಜಯಂತಿಯ ಮೆರವಣಿಗೆ xyxy=(1178,104,1466,125)
masthead-date xyxy=(86,48,242,80)
